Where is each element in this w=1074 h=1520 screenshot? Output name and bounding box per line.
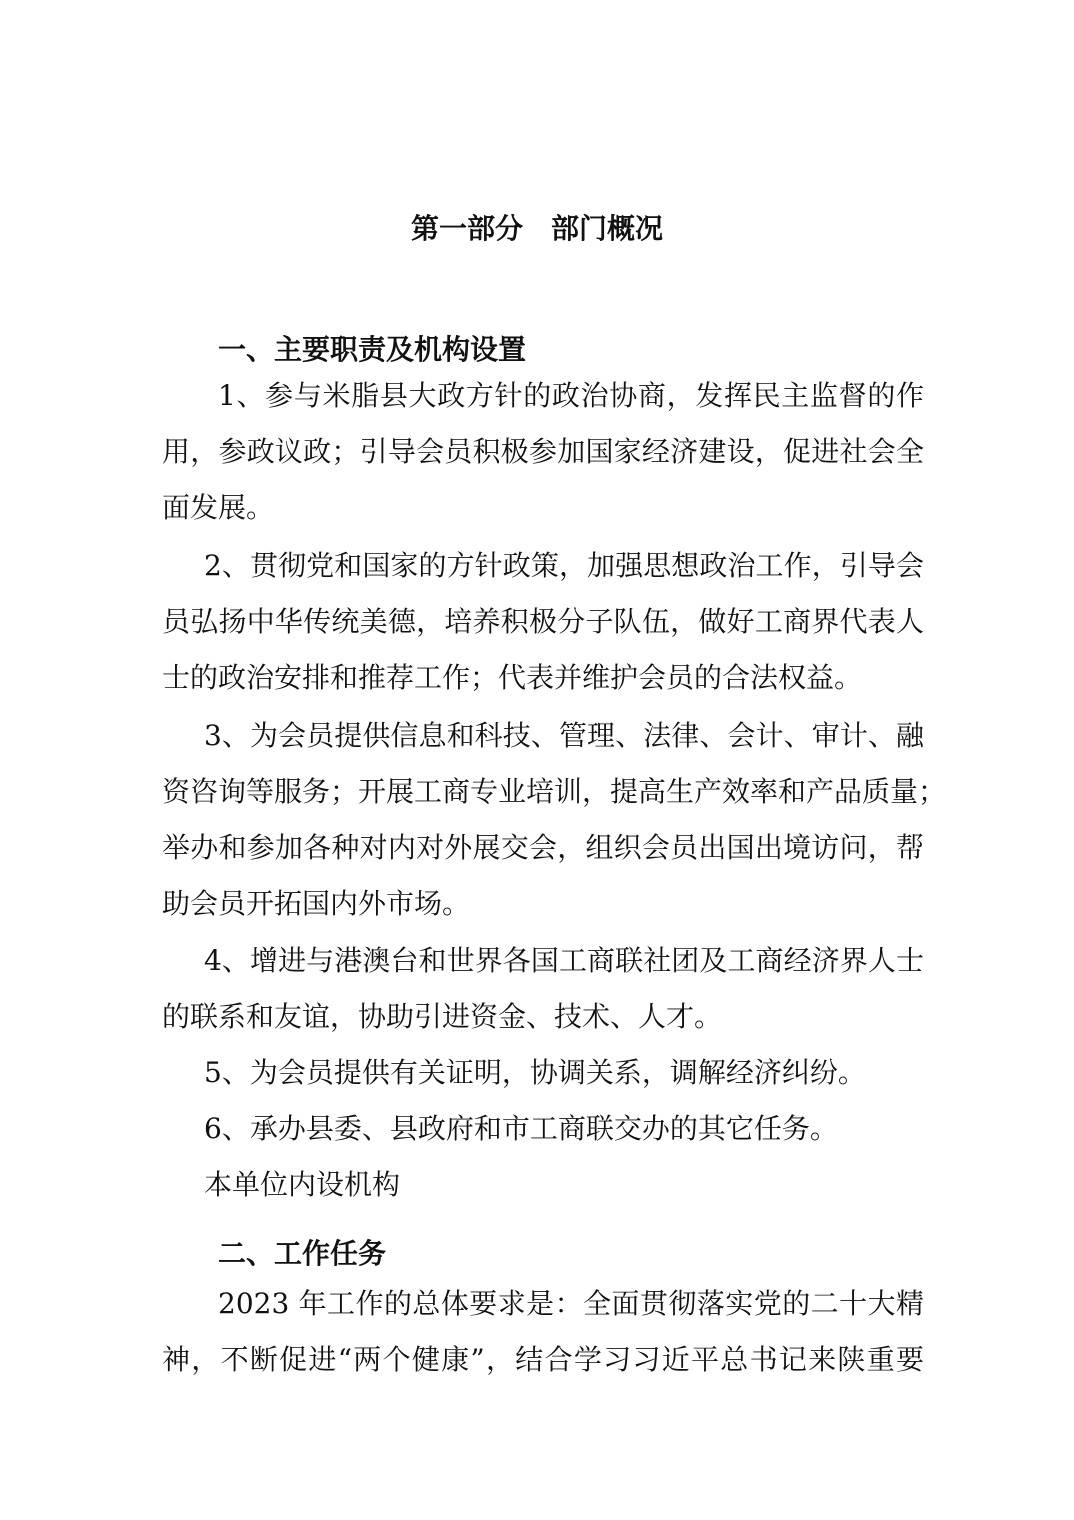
paragraph-internal-units — [162, 1157, 924, 1213]
paragraph-item-5 — [162, 1045, 924, 1101]
text-line: 3、为会员提供信息和科技、管理、法律、会计、审计、融 — [204, 719, 924, 752]
text-line: 1、参与米脂县大政方针的政治协商，发挥民主监督的作 — [218, 379, 924, 412]
section-heading-1: 一、主要职责及机构设置 — [218, 333, 527, 366]
page-title: 第一部分 部门概况 — [410, 212, 663, 245]
text-line: 资咨询等服务；开展工商专业培训，提高生产效率和产品质量； — [162, 775, 947, 808]
paragraph-item-1 — [162, 368, 924, 536]
text-line: 6、承办县委、县政府和市工商联交办的其它任务。 — [204, 1112, 838, 1145]
text-line: 面发展。 — [162, 491, 275, 524]
text-line: 用，参政议政；引导会员积极参加国家经济建设，促进社会全 — [162, 435, 924, 468]
text-line: 的联系和友谊，协助引进资金、技术、人才。 — [162, 1000, 723, 1033]
text-line: 2023 年工作的总体要求是：全面贯彻落实党的二十大精 — [218, 1287, 924, 1320]
text-line: 举办和参加各种对内对外展交会，组织会员出国出境访问，帮 — [162, 831, 924, 864]
text-line: 员弘扬中华传统美德，培养积极分子队伍，做好工商界代表人 — [162, 605, 924, 638]
paragraph-item-2 — [162, 538, 924, 706]
text-line: 4、增进与港澳台和世界各国工商联社团及工商经济界人士 — [204, 944, 924, 977]
paragraph-item-3 — [162, 708, 947, 932]
section-heading-2: 二、工作任务 — [218, 1237, 387, 1270]
paragraph-item-4 — [162, 933, 924, 1045]
text-line: 助会员开拓国内外市场。 — [162, 887, 471, 920]
text-line: 本单位内设机构 — [204, 1168, 401, 1201]
paragraph-item-6 — [162, 1101, 924, 1157]
text-line: 5、为会员提供有关证明，协调关系，调解经济纠纷。 — [204, 1056, 866, 1089]
text-line: 2、贯彻党和国家的方针政策，加强思想政治工作，引导会 — [204, 549, 924, 582]
text-line: 神，不断促进“两个健康”，结合学习习近平总书记来陕重要 — [162, 1343, 924, 1376]
paragraph-work-task — [162, 1276, 924, 1388]
text-line: 士的政治安排和推荐工作；代表并维护会员的合法权益。 — [162, 661, 863, 694]
